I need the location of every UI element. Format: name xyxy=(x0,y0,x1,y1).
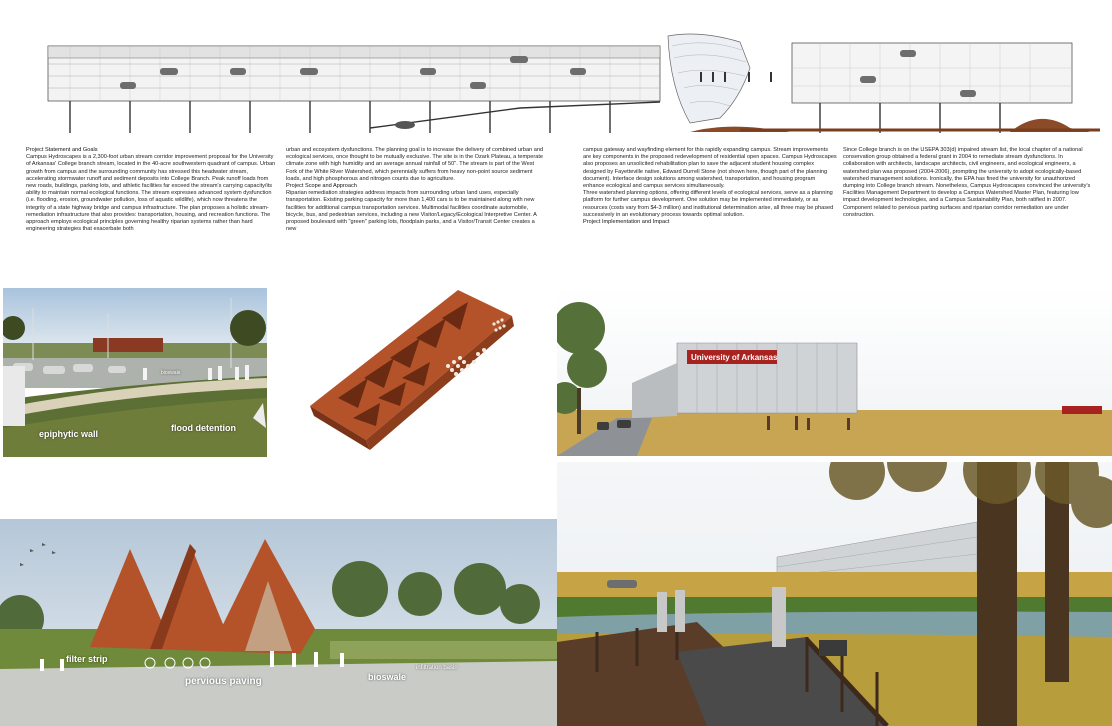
photo-parking-bioswale xyxy=(3,288,267,457)
paragraph-project-statement: Campus Hydroscapes is a 2,300-foot urban stream corridor improvement proposal for the University of Arkansas' College branch stream, located in the 40-acre southwestern quadrant of campus. Urban growth from campus and the surrounding community has stressed this headwater stream, accelerating stormwater runoff and sediment deposits into College Branch. Peak runoff loads from new roads, buildings, parking lots, and athletic facilities far exceed the stream's carrying capacity/its ability to maintain normal ecological functions. The stream expresses advanced system dysfunction (i.e. flooding, erosion, groundwater pollution, loss of aquatic wildlife), which now threatens the integrity of a state highway bridge and campus infrastructure. The plan proposes a holistic stream-remediation infrastructure that also provides: transportation, housing, and recreation functions. The approach employs ecological principles governing healthy riparian systems rather than hard engineering strategies that exacerbate both xyxy=(26,154,276,233)
text-column-project-statement xyxy=(26,147,278,233)
sign-university-of-arkansas: University of Arkansas xyxy=(691,353,778,362)
photo-university-building xyxy=(557,288,1112,456)
photo-boardwalk-wetland xyxy=(557,462,1112,726)
paragraph-campus-gateway: campus gateway and wayfinding element for this rapidly expanding campus. Stream improvements are key components in the proposed redevelopment of residential open spaces. Campus Hydroscapes also proposes an unsolicited rehabilitation plan to save the adjacent student housing complex designed by Fayetteville native, Edward Durrell Stone (not shown here, though part of the planning document). Interface design solutions among watershed, transportation, and housing program enhance ecological and campus services simultaneously. xyxy=(583,147,837,190)
heading-project-statement: Project Statement and Goals xyxy=(26,147,98,153)
section-elevation-drawing xyxy=(0,28,1112,140)
label-flood-detention: flood detention xyxy=(171,423,236,433)
label-bioswale-top: bioswale xyxy=(161,370,181,376)
label-infiltration-basin: infiltration basin xyxy=(416,665,458,671)
photo-rust-pavilion xyxy=(0,519,557,726)
paragraph-watershed-options: Three watershed planning options, offering different levels of ecological services, serve as a planning platform for further campus development. One solution may be implemented immediately, or as resources (costs vary from $4-3 million) and institutional determination arise, all three may be phased successively in an evolutionary process towards optimal solution. xyxy=(583,190,834,218)
label-epiphytic-wall: epiphytic wall xyxy=(39,429,99,439)
label-filter-strip: filter strip xyxy=(66,654,108,664)
paragraph-impact: Since College branch is on the USEPA 303(d) impaired stream list, the local chapter of a national conservation group obtained a federal grant in 2004 to remediate stream dysfunctions. In collaboration with architects, landscape architects, civil engineers, and ecological engineers, a watershed plan was proposed (2004-2006), prompting the university to adopt ecologically-based watershed management solutions. Ironically, the EPA has fined the university for unauthorized dumping into College branch stream. Nonetheless, Campus Hydroscapes convinced the university's Facilities Management Department to develop a Campus Watershed Master Plan, featuring low impact development technologies, and a Campus Sustainability Plan, both ratified in 2007. Component related to pervious parting surfaces and riparian corridor remediation are under construction. xyxy=(843,147,1091,218)
text-column-project-scope xyxy=(286,147,544,233)
paragraph-planning-goal: urban and ecosystem dysfunctions. The planning goal is to increase the delivery of combined urban and ecological services, once thought to be mutually exclusive. The site is in the Ozark Plateau, a temperate climate zone with high humidity and an average annual rainfall of 50". The stream is part of the West Fork of the White River Watershed, which perennially suffers from heavy non-point source sediment loads, and high phosphorous and nitrogen counts due to agriculture. xyxy=(286,147,544,182)
rust-roof-model xyxy=(298,278,538,458)
heading-project-scope: Project Scope and Approach xyxy=(286,183,357,190)
text-column-campus-gateway xyxy=(583,147,837,226)
heading-project-implementation: Project Implementation and Impact xyxy=(583,219,670,226)
label-pervious-paving: pervious paving xyxy=(185,676,262,687)
label-bioswale-bottom: bioswale xyxy=(368,672,407,682)
paragraph-project-scope: Riparian remediation strategies address impacts from surrounding urban land uses, especially transportation. Existing parking capacity for more than 1,400 cars is to be maintained along with new facilities for additional campus transportation services. Multimodal facilities coordinate automobile, bicycle, bus, and pedestrian services, including a new Visitor/Legacy/Ecological Interpretive Center. A proposed boulevard with "green" parking lots, floodplain parks, and a Visitor/Transit Center creates a new xyxy=(286,190,537,233)
text-column-impact xyxy=(843,147,1095,219)
